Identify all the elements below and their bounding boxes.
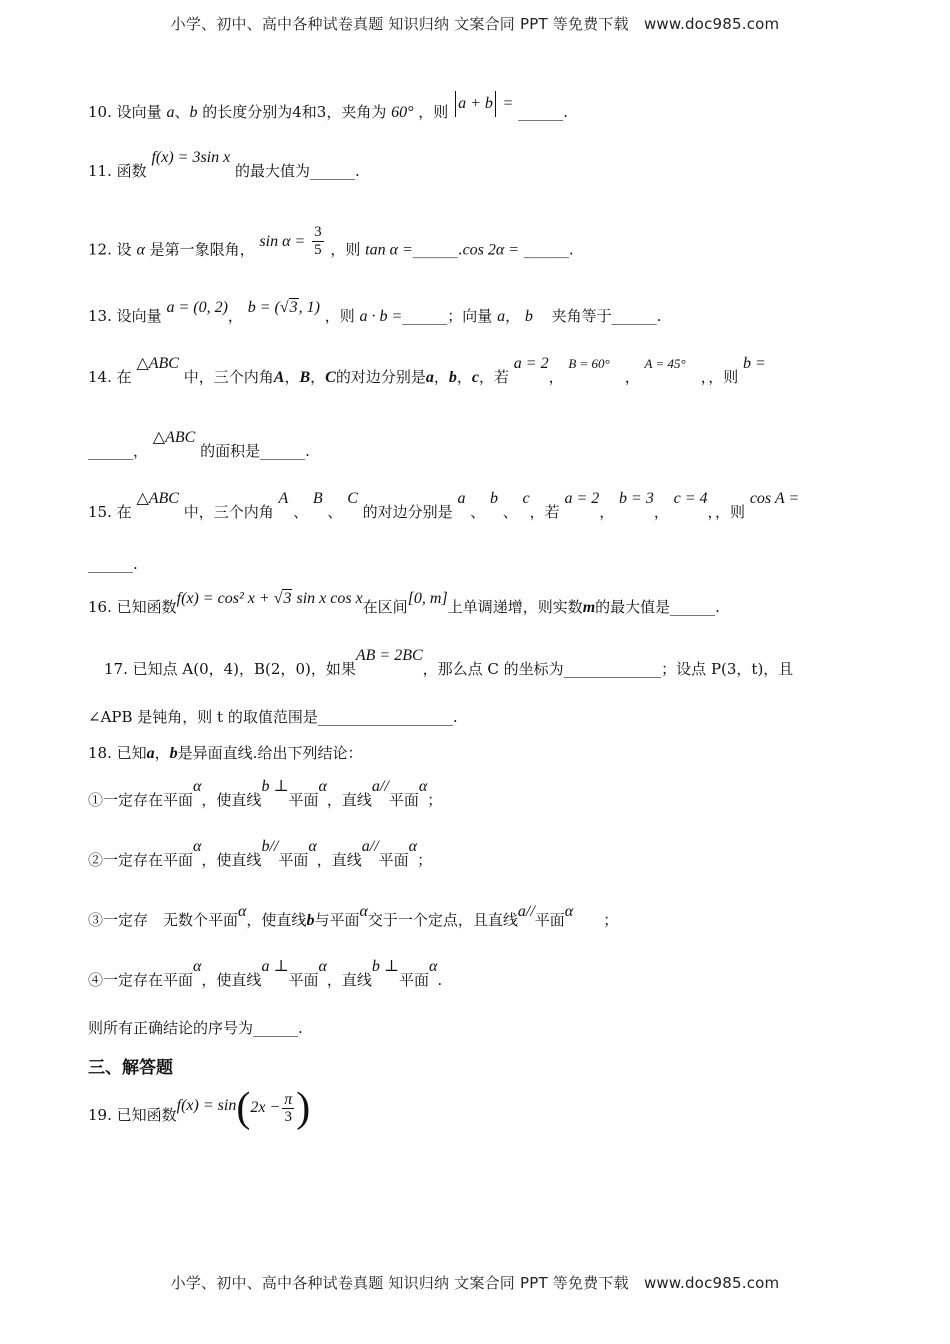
q15-ask: cos A = <box>749 490 800 507</box>
q12-text: 设 <box>116 240 132 259</box>
s4-end: . <box>437 971 443 989</box>
q17-expr: AB = 2BC <box>355 647 423 664</box>
q16-text-2: 在区间 <box>362 598 408 616</box>
q16-root: 3 <box>283 590 292 607</box>
question-14-cont <box>88 429 310 462</box>
q16-text: 已知函数 <box>116 598 177 616</box>
q13-vb2: , 1) <box>298 299 320 316</box>
q14-a: a <box>425 369 434 386</box>
q10-text-2: 的长度分别为4和3，夹角为 <box>202 103 387 121</box>
q19-number: 19. <box>88 1106 112 1124</box>
s3-b: b <box>306 912 315 929</box>
q11-text-2: 的最大值为______. <box>235 162 360 180</box>
q14-blank-1: ______， <box>88 442 149 460</box>
q13-vector-a: a = (0, 2) <box>166 299 228 316</box>
q13-vector-b: b = (√3, 1) <box>247 299 320 316</box>
q15-cond-3: c = 4 <box>673 490 708 507</box>
question-19 <box>88 1085 311 1141</box>
q16-text-3: 上单调递增，则实数 <box>447 598 583 616</box>
s4-p2: ，使直线 <box>201 971 262 989</box>
s4-p5: 平面 <box>398 971 429 989</box>
s4-rel-2: b ⊥ <box>371 958 399 975</box>
q19-paren-open: ( <box>236 1085 251 1131</box>
q18-number: 18. <box>88 744 112 762</box>
q15-cond-1: a = 2 <box>564 490 600 507</box>
s1-alpha-3: α <box>418 778 428 795</box>
question-14: 14. 在 △ABC 中，三个内角A，B，C的对边分别是a，b，c，若 a = 2， B = 60° ， A = 45° ，，则 b = <box>88 355 766 386</box>
q15-number: 15. <box>88 503 112 521</box>
q12-blank-2: ______. <box>523 240 574 259</box>
s2-p3: 平面 <box>278 851 309 869</box>
s1-rel-1: b ⊥ <box>261 778 289 795</box>
q16-expr-1: f(x) = cos² x + <box>176 590 270 607</box>
q15-text: 在 <box>116 503 132 521</box>
q13-text-3: ______；向量 <box>402 307 493 325</box>
s2-p5: 平面 <box>378 851 409 869</box>
q15-cond-2: b = 3 <box>619 490 654 507</box>
q15-text-4: ，若 <box>529 503 560 521</box>
s1-p2: ，使直线 <box>201 791 262 809</box>
question-17-cont <box>88 707 458 727</box>
s3-p1: ③一定存 无数个平面 <box>88 911 239 929</box>
s4-alpha-3: α <box>428 958 438 975</box>
q14-triangle: △ABC <box>136 355 179 372</box>
s3-alpha-2: α <box>359 903 368 920</box>
question-15-cont <box>88 554 138 574</box>
q14-B: B <box>299 369 311 386</box>
s3-p3: 与平面 <box>314 911 360 929</box>
q18-statement-1 <box>88 778 443 811</box>
s3-p5: 平面 <box>534 911 565 929</box>
q12-tan: tan α = <box>365 241 413 259</box>
q11-expr: f(x) = 3sin x <box>151 149 231 166</box>
q17-text: 已知点 A(0，4)，B(2，0)，如果 <box>132 660 356 678</box>
q13-comma-2: ， <box>505 307 521 325</box>
s2-rel-2: a// <box>361 838 379 855</box>
q16-interval: [0, m] <box>407 590 448 607</box>
q12-alpha: α <box>136 241 145 259</box>
q15-A: A <box>278 490 289 507</box>
q14-blank-2: 的面积是______. <box>200 442 310 460</box>
s3-end: ； <box>603 911 619 929</box>
section-title: 三、解答题 <box>88 1058 173 1078</box>
q14-text-4: ，若 <box>478 368 509 386</box>
q16-expr: f(x) = cos² x + √3 sin x cos x <box>176 590 363 607</box>
question-15: 15. 在 △ABC 中，三个内角 A 、 B 、 C 的对边分别是 a 、 b 、 c，若 a = 2， b = 3， c = 4，，则 cos A = <box>88 490 800 521</box>
s2-end: ； <box>417 851 433 869</box>
q14-A: A <box>273 369 285 386</box>
s2-rel-1: b// <box>261 838 279 855</box>
q13-text-2: ，则 <box>324 307 355 325</box>
q14-b: b <box>448 369 457 386</box>
s1-alpha-1: α <box>193 778 202 795</box>
q10-number: 10. <box>88 103 112 121</box>
q18-text: 已知 <box>116 744 147 762</box>
page-footer: 小学、初中、高中各种试卷真题 知识归纳 文案合同 PPT 等免费下载 www.doc985.com <box>170 1274 780 1292</box>
q14-c: c <box>471 369 479 386</box>
q15-B: B <box>312 490 323 507</box>
q19-inner: 2x − <box>250 1099 281 1116</box>
q18-statement-4 <box>88 958 443 991</box>
question-17 <box>104 647 794 680</box>
q13-comma: ， <box>227 307 243 325</box>
s2-alpha-1: α <box>193 838 202 855</box>
q15-blank: ______. <box>88 555 138 573</box>
s4-p1: ④一定存在平面 <box>88 971 194 989</box>
q12-den: 5 <box>314 242 322 258</box>
q14-cond-2: B = 60° <box>568 356 610 371</box>
s3-alpha-3: α <box>564 903 574 920</box>
s3-rel-2: a// <box>517 903 535 920</box>
s3-p2: ，使直线 <box>246 911 307 929</box>
q12-fraction <box>312 224 324 259</box>
s1-rel-2: a// <box>371 778 389 795</box>
q10-angle: 60° <box>391 104 414 121</box>
q12-cos: cos 2α = <box>462 241 520 259</box>
q13-text-4: 夹角等于______. <box>551 307 662 325</box>
q12-num: 3 <box>314 224 322 240</box>
q15-text-3: 的对边分别是 <box>362 503 453 521</box>
q10-var-b: b <box>189 104 198 121</box>
q10-eq: = <box>502 95 514 112</box>
s2-alpha-3: α <box>408 838 418 855</box>
q17-number: 17. <box>104 660 128 678</box>
s2-p4: ，直线 <box>316 851 362 869</box>
q14-b-eq: b = <box>743 355 766 372</box>
q12-number: 12. <box>88 240 112 259</box>
q16-text-4: 的最大值是______. <box>595 598 720 616</box>
q14-C: C <box>325 369 336 386</box>
q18-statement-3 <box>88 903 619 931</box>
question-10 <box>88 95 569 126</box>
s4-rel-1: a ⊥ <box>261 958 289 975</box>
question-18 <box>88 743 362 764</box>
q19-text: 已知函数 <box>116 1106 177 1124</box>
page-header: 小学、初中、高中各种试卷真题 知识归纳 文案合同 PPT 等免费下载 www.doc985.com <box>170 15 780 33</box>
q13-dot: a · b = <box>359 308 403 325</box>
s1-p5: 平面 <box>388 791 419 809</box>
q13-a: a <box>497 308 506 325</box>
q10-expr: a + b <box>458 95 493 112</box>
q15-c: c <box>522 490 530 507</box>
question-11 <box>88 149 360 182</box>
question-13 <box>88 299 662 327</box>
q14-text-2: 中，三个内角 <box>183 368 274 386</box>
q18-text-2: 是异面直线.给出下列结论： <box>177 744 363 762</box>
q19-expr: f(x) = sin <box>176 1097 237 1114</box>
q10-abs-expr <box>453 94 513 112</box>
q12-blank-1: ______. <box>412 240 463 259</box>
q19-fraction <box>282 1091 294 1126</box>
q13-text: 设向量 <box>116 307 162 325</box>
q18-b: b <box>169 745 178 762</box>
s4-p4: ，直线 <box>326 971 372 989</box>
q18-comma: ， <box>154 744 170 762</box>
q15-text-2: 中，三个内角 <box>183 503 274 521</box>
q18-ask-text: 则所有正确结论的序号为______. <box>88 1019 303 1037</box>
q10-text: 设向量 <box>116 103 162 121</box>
s2-p2: ，使直线 <box>201 851 262 869</box>
q19-num: π <box>284 1090 293 1108</box>
q14-text: 在 <box>116 368 132 386</box>
question-16 <box>88 590 720 618</box>
q14-text-5: ，则 <box>708 368 739 386</box>
q10-var-a: a <box>166 104 175 121</box>
question-12 <box>88 224 574 268</box>
q18-a: a <box>146 745 155 762</box>
q16-expr-2: sin x cos x <box>296 590 363 607</box>
q16-number: 16. <box>88 598 112 616</box>
q15-text-5: ，则 <box>715 503 746 521</box>
q15-a: a <box>457 490 466 507</box>
s1-p3: 平面 <box>288 791 319 809</box>
s1-p1: ①一定存在平面 <box>88 791 194 809</box>
s4-alpha-2: α <box>318 958 327 975</box>
q17-text-2: ，那么点 C 的坐标为_____________；设点 P(3，t)，且 <box>422 660 794 678</box>
q17-cont: ∠APB 是钝角，则 t 的取值范围是__________________. <box>88 708 458 726</box>
s2-alpha-2: α <box>308 838 317 855</box>
q12-sin-lhs: sin α = <box>259 232 306 250</box>
q19-den: 3 <box>284 1108 292 1125</box>
s3-alpha-1: α <box>238 903 247 920</box>
s1-end: ； <box>427 791 443 809</box>
q15-triangle: △ABC <box>136 490 179 507</box>
q14-triangle-2: △ABC <box>152 429 196 446</box>
s4-p3: 平面 <box>288 971 319 989</box>
q10-blank: ______. <box>518 103 569 121</box>
q13-number: 13. <box>88 307 112 325</box>
q13-b: b <box>524 308 533 325</box>
q16-m: m <box>582 599 596 616</box>
q12-text-2: 是第一象限角， <box>149 240 255 259</box>
q11-text: 函数 <box>116 162 147 180</box>
s2-p1: ②一定存在平面 <box>88 851 194 869</box>
q10-sep: 、 <box>174 103 190 121</box>
q15-b: b <box>490 490 498 507</box>
s1-alpha-2: α <box>318 778 327 795</box>
q14-text-3: 的对边分别是 <box>335 368 426 386</box>
q14-number: 14. <box>88 368 112 386</box>
q18-statement-2 <box>88 838 433 871</box>
q10-text-3: ，则 <box>418 103 449 121</box>
s3-p4: 交于一个定点，且直线 <box>367 911 518 929</box>
q15-C: C <box>347 490 358 507</box>
s1-p4: ，直线 <box>326 791 372 809</box>
q18-ask <box>88 1018 303 1038</box>
q14-cond-1: a = 2 <box>513 355 549 372</box>
q12-text-3: ，则 <box>330 240 361 259</box>
q13-vb: b = ( <box>247 299 280 316</box>
q11-number: 11. <box>88 162 112 180</box>
q14-cond-3: A = 45° <box>644 356 686 371</box>
s4-alpha-1: α <box>193 958 202 975</box>
q19-paren-close: ) <box>296 1085 311 1131</box>
q13-root: 3 <box>289 299 298 316</box>
